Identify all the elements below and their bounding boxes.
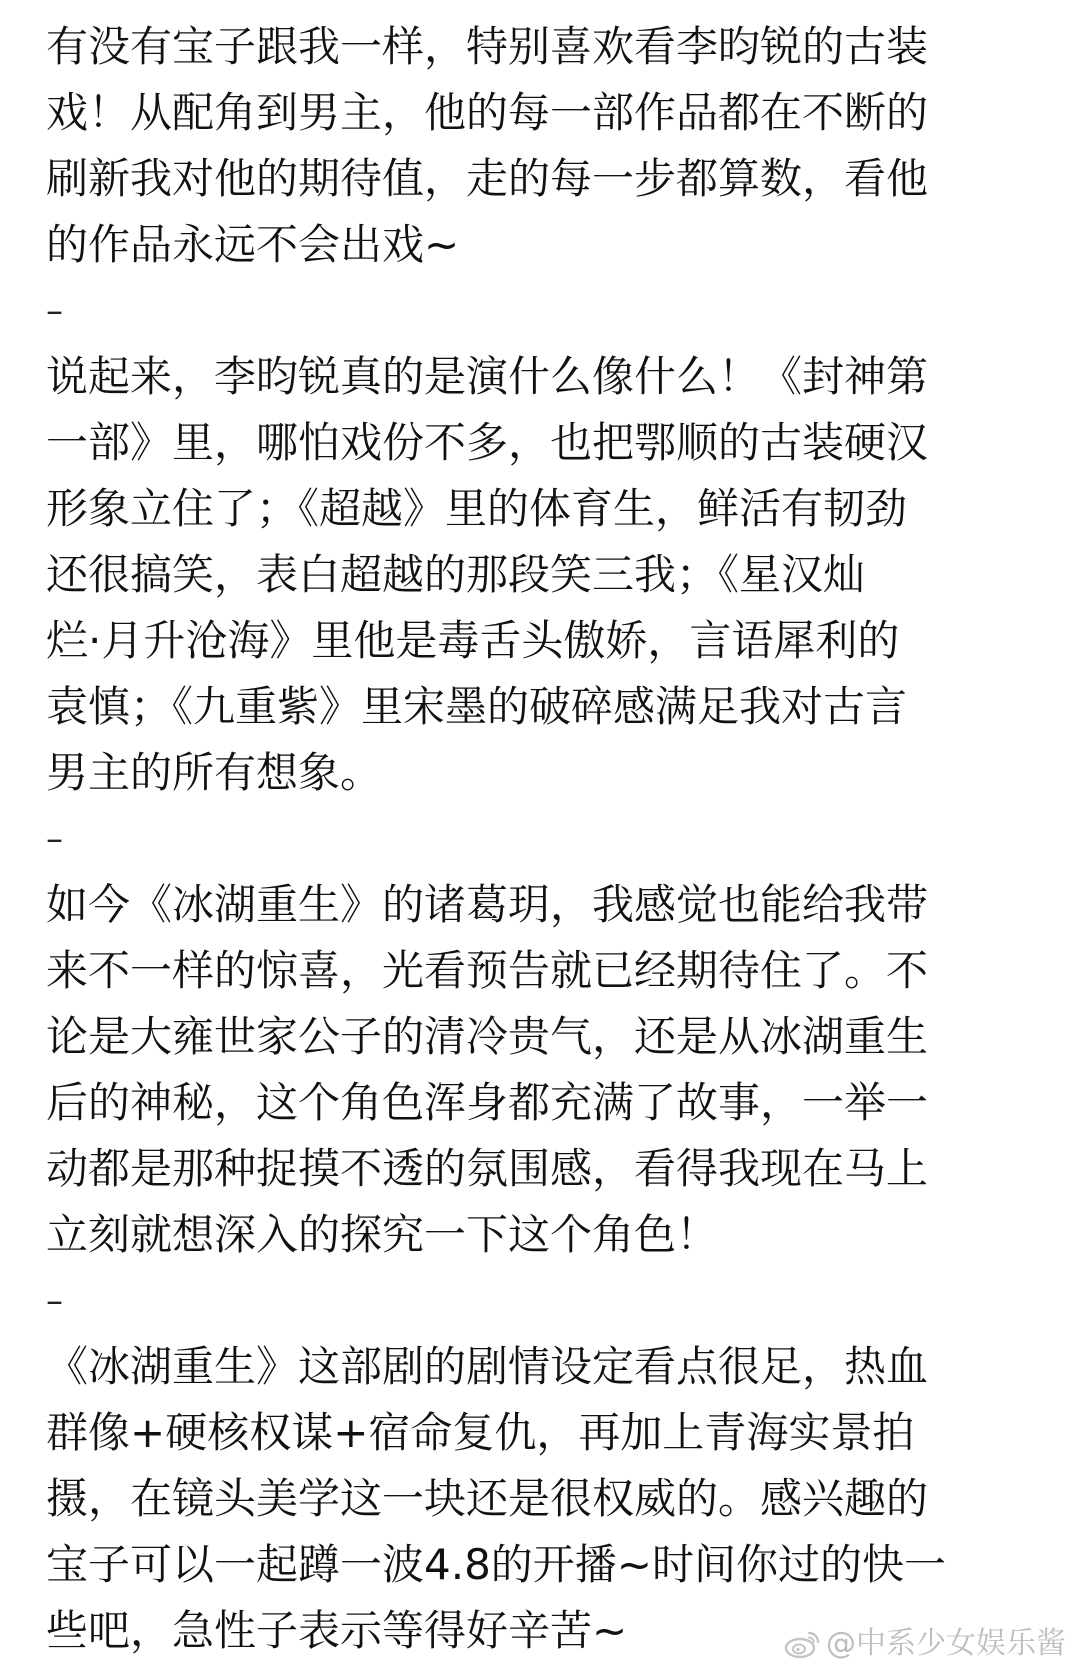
watermark-text: @中系少女娱乐酱 [826, 1626, 1066, 1661]
post-line: 男主的所有想象。 [46, 748, 383, 797]
post-line: 如今《冰湖重生》的诸葛玥，我感觉也能给我带 [46, 880, 929, 929]
post-line: 动都是那种捉摸不透的氛围感，看得我现在马上 [46, 1144, 929, 1193]
post-line: 袁慎；《九重紫》里宋墨的破碎感满足我对古言 [46, 682, 908, 731]
post-line: 一部》里，哪怕戏份不多，也把鄂顺的古装硬汉 [46, 418, 929, 467]
post-line: 形象立住了；《超越》里的体育生，鲜活有韧劲 [46, 484, 908, 533]
section-separator: – [46, 291, 63, 331]
post-line: 宝子可以一起蹲一波4.8的开播~时间你过的快一 [46, 1540, 946, 1589]
weibo-logo-icon [784, 1629, 822, 1659]
section-separator: – [46, 819, 63, 859]
post-line: 群像+硬核权谋+宿命复仇，再加上青海实景拍 [46, 1408, 915, 1457]
post-line: 些吧，急性子表示等得好辛苦~ [46, 1606, 628, 1655]
post-body [46, 14, 1046, 1664]
post-line: 说起来，李昀锐真的是演什么像什么！《封神第 [46, 352, 929, 401]
post-line: 刷新我对他的期待值，走的每一步都算数，看他 [46, 154, 929, 203]
post-line: 有没有宝子跟我一样，特别喜欢看李昀锐的古装 [46, 22, 929, 71]
post-line: 还很搞笑，表白超越的那段笑三我；《星汉灿 [46, 550, 866, 599]
post-line: 来不一样的惊喜，光看预告就已经期待住了。不 [46, 946, 929, 995]
post-line: 摄，在镜头美学这一块还是很权威的。感兴趣的 [46, 1474, 929, 1523]
post-line: 论是大雍世家公子的清冷贵气，还是从冰湖重生 [46, 1012, 929, 1061]
post-line: 戏！从配角到男主，他的每一部作品都在不断的 [46, 88, 929, 137]
post-line: 烂·月升沧海》里他是毒舌头傲娇，言语犀利的 [46, 616, 900, 665]
section-separator: – [46, 1281, 63, 1321]
post-line: 的作品永远不会出戏~ [46, 220, 460, 269]
post-line: 立刻就想深入的探究一下这个角色！ [46, 1210, 719, 1259]
post-line: 后的神秘，这个角色浑身都充满了故事，一举一 [46, 1078, 929, 1127]
post-line: 《冰湖重生》这部剧的剧情设定看点很足，热血 [46, 1342, 929, 1391]
watermark [784, 1624, 1066, 1664]
